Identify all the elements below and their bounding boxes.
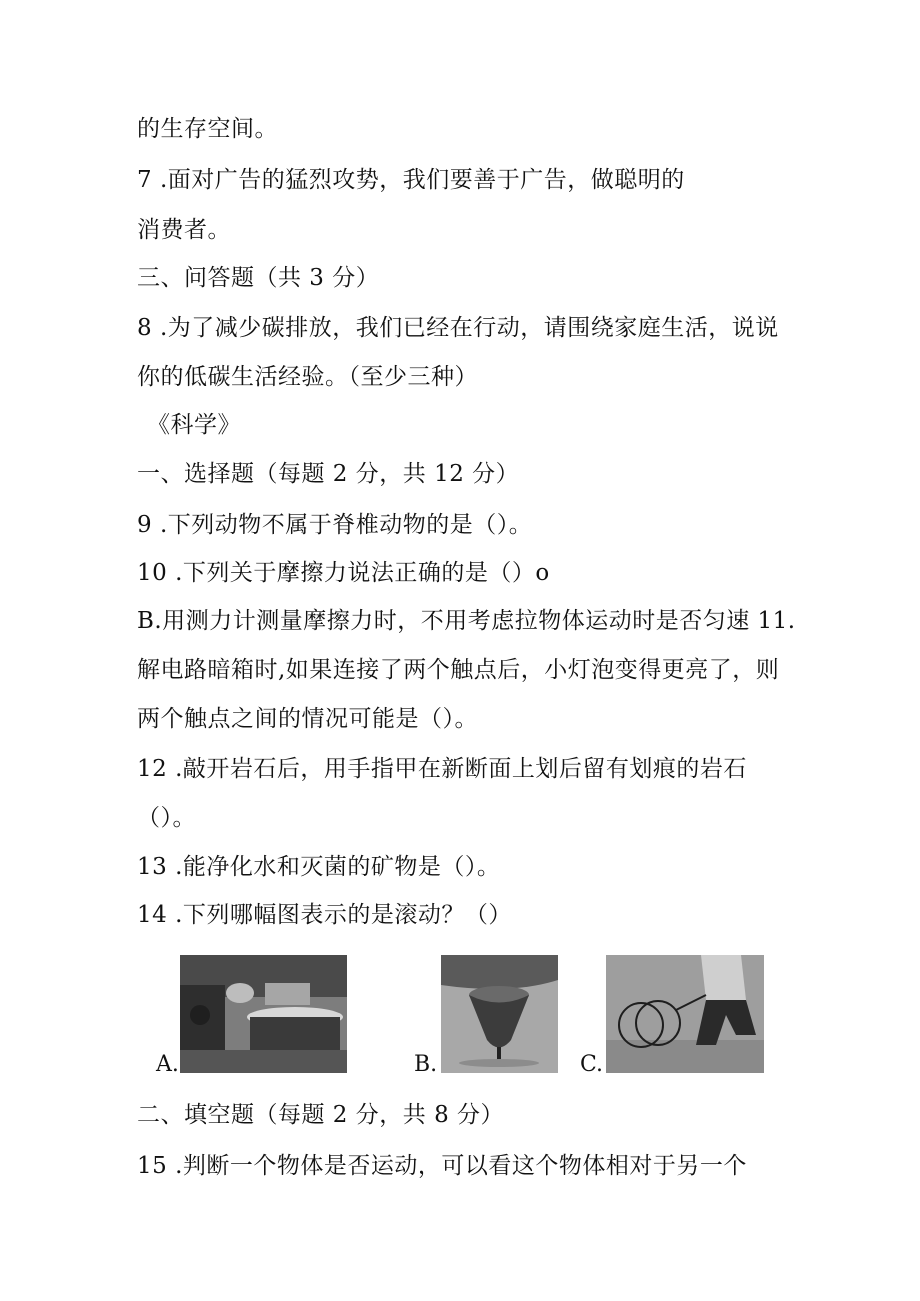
figure-a-label: A.: [156, 1052, 179, 1077]
question-15: 15 .判断一个物体是否运动，可以看这个物体相对于另一个: [137, 1153, 747, 1179]
figure-a-photo: [180, 955, 347, 1073]
question-8-line-1: 8 .为了减少碳排放，我们已经在行动，请围绕家庭生活，说说: [137, 315, 779, 341]
question-12-line-2: （）。: [137, 805, 196, 831]
figure-b-label: B.: [414, 1052, 438, 1077]
section-heading-qa: 三、问答题（共 3 分）: [137, 265, 380, 291]
figure-b-photo: [441, 955, 558, 1073]
question-7-line-1: 7 .面对广告的猛烈攻势，我们要善于广告，做聪明的: [137, 167, 685, 193]
figure-row: [150, 955, 790, 1080]
question-8-line-2: 你的低碳生活经验。（至少三种）: [137, 364, 478, 390]
question-9: 9 .下列动物不属于脊椎动物的是（）。: [137, 512, 533, 538]
section-heading-fill: 二、填空题（每题 2 分，共 8 分）: [137, 1102, 505, 1128]
question-11-line-2: 解电路暗箱时,如果连接了两个触点后，小灯泡变得更亮了，则: [137, 657, 780, 683]
question-13: 13 .能净化水和灭菌的矿物是（）。: [137, 854, 501, 880]
question-10: 10 .下列关于摩擦力说法正确的是（）o: [137, 560, 550, 586]
question-14: 14 .下列哪幅图表示的是滚动？（）: [137, 902, 512, 928]
figure-c-photo: [606, 955, 764, 1073]
question-7-line-2: 消费者。: [137, 217, 231, 243]
figure-c-label: C.: [580, 1052, 604, 1077]
subject-title: 《科学》: [147, 412, 241, 438]
section-heading-choice: 一、选择题（每题 2 分，共 12 分）: [137, 461, 520, 487]
text-line: 的生存空间。: [137, 116, 278, 142]
option-b-q11-line-1: B.用测力计测量摩擦力时，不用考虑拉物体运动时是否匀速 11.: [137, 608, 796, 634]
question-11-line-3: 两个触点之间的情况可能是（）。: [137, 706, 478, 732]
question-12-line-1: 12 .敲开岩石后，用手指甲在新断面上划后留有划痕的岩石: [137, 756, 747, 782]
